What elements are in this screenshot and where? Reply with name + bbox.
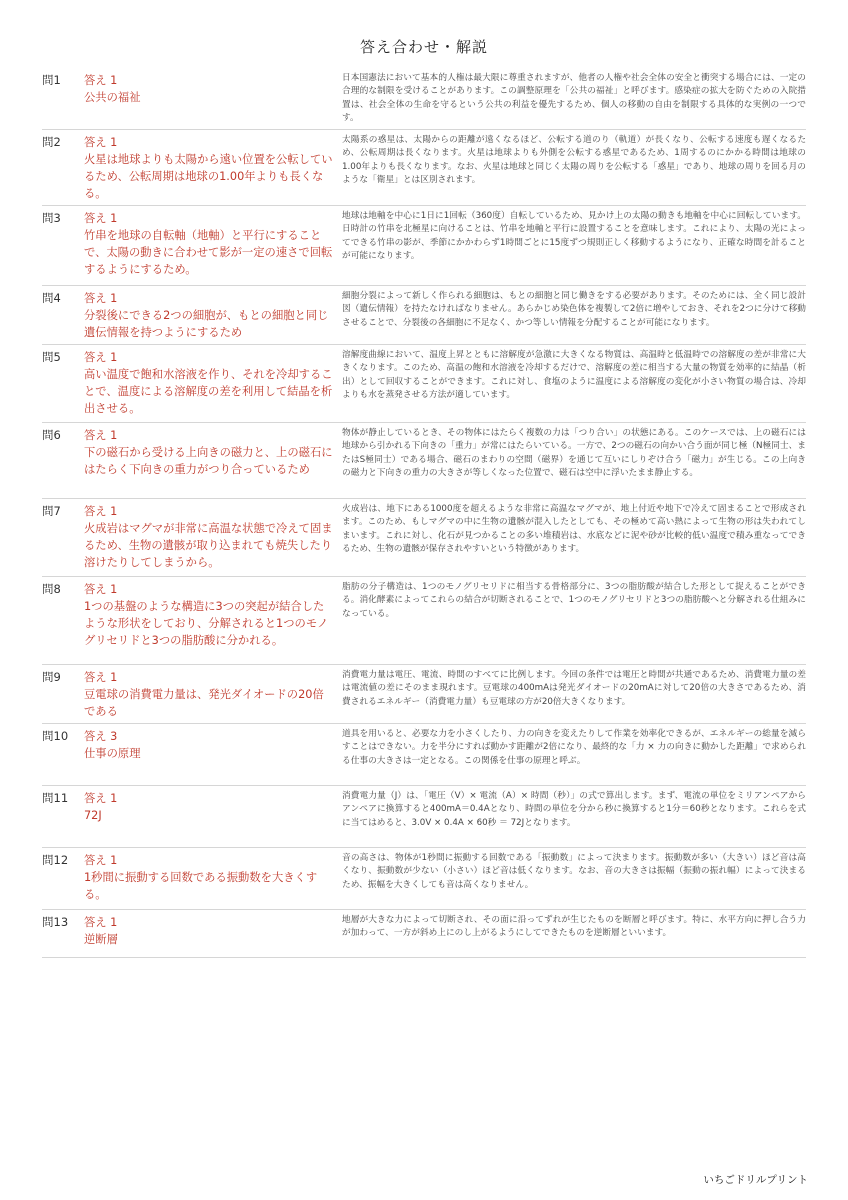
explanation-text: 細胞分裂によって新しく作られる細胞は、もとの細胞と同じ働きをする必要があります。そのためには、全く同じ設計図（遺伝情報）を持たなければなりません。あらかじめ染色体を複製して2倍に増やしておき、それを2つに分けて移動させることで、分裂後の各細胞に不足なく、かつ等しい情報を分配することが可能になります。: [342, 291, 806, 328]
answer-label: 答え 1: [84, 671, 118, 684]
answer-cell: [84, 133, 342, 202]
answer-label: 答え 1: [84, 792, 118, 805]
answer-text: 72J: [84, 809, 102, 822]
question-number: 問2: [42, 135, 61, 149]
explanation-text: 地層が大きな力によって切断され、その面に沿ってずれが生じたものを断層と呼びます。特に、水平方向に押し合う力が加わって、一方が斜め上にのし上がるようにしてできたものを逆断層といいます。: [342, 915, 806, 939]
question-number: 問6: [42, 428, 61, 442]
explanation-text: 物体が静止しているとき、その物体にはたらく複数の力は「つり合い」の状態にある。このケースでは、上の磁石には地球から引かれる下向きの「重力」が常にはたらいている。一方で、2つの磁石の向かい合う面が同じ極（N極同士、またはS極同士）である場合、磁石のまわりの空間（磁界）を通じて互いにしりぞけ合う「磁力」が生じる。この上向きの磁力と下向きの重力の大きさが等しくなった位置で、磁石は空中に浮いたまま静止する。: [342, 428, 806, 479]
page-title: 答え合わせ・解説: [359, 38, 488, 56]
answer-cell: [84, 209, 342, 282]
question-number: 問12: [42, 853, 69, 867]
question-number: 問5: [42, 350, 61, 364]
answer-label: 答え 1: [84, 916, 118, 929]
answer-row: [42, 68, 806, 130]
answer-label: 答え 1: [84, 505, 118, 518]
answer-row: [42, 910, 806, 958]
answer-row: [42, 499, 806, 577]
answer-cell: [84, 348, 342, 419]
answer-row: [42, 206, 806, 286]
answer-label: 答え 1: [84, 74, 118, 87]
explanation-text: 消費電力量は電圧、電流、時間のすべてに比例します。今回の条件では電圧と時間が共通であるため、消費電力量の差は電流値の差にそのまま現れます。豆電球の400mAは発光ダイオードの20mAに対して20倍の大きさであるため、消費されるエネルギー（消費電力量）も豆電球の方が20倍大きくなります。: [342, 670, 806, 707]
answer-text: 1つの基盤のような構造に3つの突起が結合したような形状をしており、分解されると1つのモノグリセリドと3つの脂肪酸に分かれる。: [84, 600, 329, 647]
answer-cell: [84, 426, 342, 495]
explanation-text: 溶解度曲線において、温度上昇とともに溶解度が急激に大きくなる物質は、高温時と低温時での溶解度の差が非常に大きくなります。このため、高温の飽和水溶液を冷却するだけで、溶解度の差に相当する大量の物質を効率的に結晶（析出）として回収することができます。これに対し、食塩のように温度による溶解度の変化が小さい物質の場合は、冷却よりも水を蒸発させる方法が適しています。: [342, 350, 806, 401]
answer-table: [42, 68, 806, 958]
question-number: 問7: [42, 504, 61, 518]
answer-row: [42, 286, 806, 345]
question-number: 問11: [42, 791, 69, 805]
explanation-text: 道具を用いると、必要な力を小さくしたり、力の向きを変えたりして作業を効率化できるが、エネルギーの総量を減らすことはできない。力を半分にすれば動かす距離が2倍になり、最終的な「力 × 力の向きに動かした距離」で求められる仕事の大きさは一定となる。この関係を仕事の原理と呼ぶ。: [342, 729, 807, 766]
answer-label: 答え 1: [84, 854, 118, 867]
answer-cell: [84, 502, 342, 573]
answer-cell: [84, 71, 342, 126]
answer-row: [42, 345, 806, 423]
answer-label: 答え 1: [84, 136, 118, 149]
answer-text: 豆電球の消費電力量は、発光ダイオードの20倍である: [84, 688, 324, 718]
answer-text: 高い温度で飽和水溶液を作り、それを冷却することで、温度による溶解度の差を利用して結晶を析出させる。: [84, 368, 333, 415]
answer-text: 仕事の原理: [84, 747, 141, 760]
explanation-text: 地球は地軸を中心に1日に1回転（360度）自転しているため、見かけ上の太陽の動きも地軸を中心に回転しています。日時計の竹串を北極星に向けることは、竹串を地軸と平行に設置することを意味します。これにより、太陽の光によってできる竹串の影が、季節にかかわらず1時間ごとに15度ずつ規則正しく移動するようになり、正確な時間を計ることが可能になります。: [342, 211, 806, 262]
answer-cell: [84, 668, 342, 720]
question-number: 問1: [42, 73, 61, 87]
answer-text: 公共の福祉: [84, 91, 141, 104]
answer-row: [42, 130, 806, 206]
answer-text: 下の磁石から受ける上向きの磁力と、上の磁石にはたらく下向きの重力がつり合っているため: [84, 446, 333, 476]
question-number: 問8: [42, 582, 61, 596]
explanation-text: 太陽系の惑星は、太陽からの距離が遠くなるほど、公転する道のり（軌道）が長くなり、公転する速度も遅くなるため、公転周期は長くなります。火星は地球よりも外側を公転する惑星であるため、1周するのにかかる時間は地球の1.00年よりも長くなります。なお、火星は地球と同じく太陽の周りを公転する「惑星」であり、地球の周りを回る月のような「衛星」とは区別されます。: [342, 135, 806, 186]
answer-label: 答え 1: [84, 292, 118, 305]
answer-cell: [84, 580, 342, 661]
answer-label: 答え 1: [84, 351, 118, 364]
answer-cell: [84, 289, 342, 341]
answer-label: 答え 1: [84, 583, 118, 596]
answer-row: [42, 423, 806, 499]
answer-row: [42, 577, 806, 665]
explanation-text: 火成岩は、地下にある1000度を超えるような非常に高温なマグマが、地上付近や地下で冷えて固まることで形成されます。このため、もしマグマの中に生物の遺骸が混入したとしても、その極めて高い熱によって生物の形は失われてしまいます。これに対し、化石が見つかることの多い堆積岩は、水底などに泥や砂が比較的低い温度で積み重なってできるため、生物の遺骸が保存されやすいという特徴があります。: [342, 504, 806, 555]
answer-label: 答え 3: [84, 730, 118, 743]
answer-text: 火成岩はマグマが非常に高温な状態で冷えて固まるため、生物の遺骸が取り込まれても焼失したり溶けたりしてしまうから。: [84, 522, 333, 569]
answer-row: [42, 848, 806, 910]
footer-brand: いちごドリルプリント: [703, 1174, 808, 1186]
answer-cell: [84, 851, 342, 906]
question-number: 問9: [42, 670, 61, 684]
answer-cell: [84, 789, 342, 844]
answer-text: 竹串を地球の自転軸（地軸）と平行にすることで、太陽の動きに合わせて影が一定の速さで回転するようにするため。: [84, 229, 333, 276]
question-number: 問10: [42, 729, 69, 743]
answer-text: 逆断層: [84, 933, 118, 946]
answer-row: [42, 724, 806, 786]
answer-cell: [84, 913, 342, 954]
question-number: 問3: [42, 211, 61, 225]
question-number: 問4: [42, 291, 61, 305]
explanation-text: 日本国憲法において基本的人権は最大限に尊重されますが、他者の人権や社会全体の安全と衝突する場合には、一定の合理的な制限を受けることがあります。この調整原理を「公共の福祉」と呼びます。感染症の拡大を防ぐための入院措置は、社会全体の生命を守るという公共の利益を優先するため、個人の移動の自由を制限する具体的な実例の一つです。: [342, 73, 806, 124]
answer-label: 答え 1: [84, 429, 118, 442]
answer-row: [42, 665, 806, 724]
explanation-text: 脂肪の分子構造は、1つのモノグリセリドに相当する骨格部分に、3つの脂肪酸が結合した形として捉えることができる。消化酵素によってこれらの結合が切断されることで、1つのモノグリセリドと3つの脂肪酸へと分解される仕組みになっている。: [342, 582, 806, 619]
answer-cell: [84, 727, 342, 782]
answer-label: 答え 1: [84, 212, 118, 225]
answer-text: 火星は地球よりも太陽から遠い位置を公転しているため、公転周期は地球の1.00年よりも長くなる。: [84, 153, 333, 200]
answer-text: 1秒間に振動する回数である振動数を大きくする。: [84, 871, 318, 901]
explanation-text: 消費電力量（J）は、「電圧（V）× 電流（A）× 時間（秒）」の式で算出します。まず、電流の単位をミリアンペアからアンペアに換算すると400mA＝0.4Aとなり、時間の単位を分から秒に換算すると1分＝60秒となります。これらを式に当てはめると、3.0V × 0.4A × 60秒 ＝ 72Jとなります。: [342, 791, 806, 828]
question-number: 問13: [42, 915, 69, 929]
answer-row: [42, 786, 806, 848]
explanation-text: 音の高さは、物体が1秒間に振動する回数である「振動数」によって決まります。振動数が多い（大きい）ほど音は高くなり、振動数が少ない（小さい）ほど音は低くなります。なお、音の大きさは振幅（振動の振れ幅）によって決まるため、振幅を大きくしても音は高くなりません。: [342, 853, 806, 890]
answer-text: 分裂後にできる2つの細胞が、もとの細胞と同じ遺伝情報を持つようにするため: [84, 309, 329, 339]
